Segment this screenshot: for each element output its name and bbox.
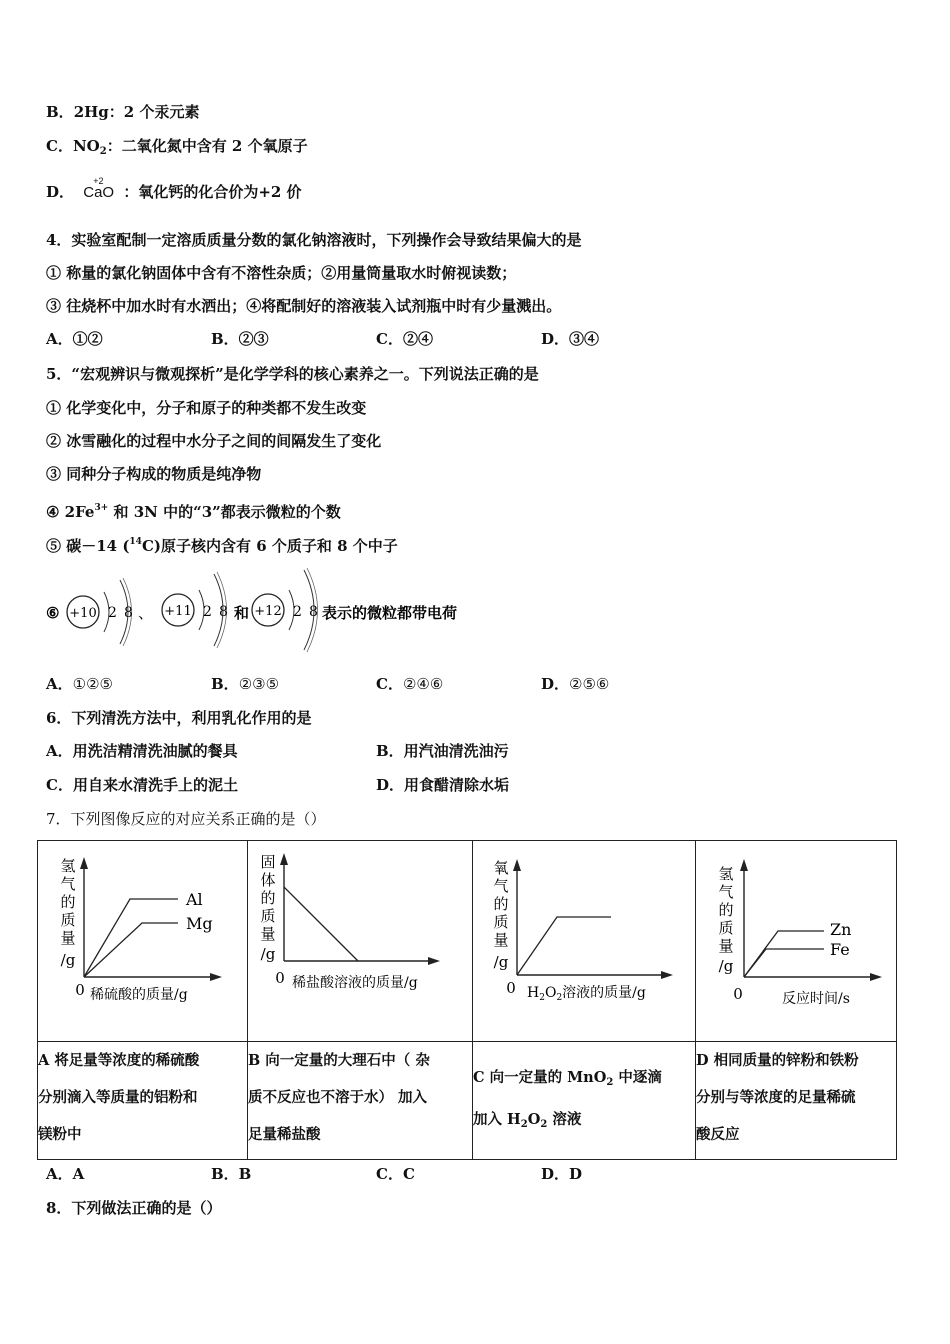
- y-axis-label: [493, 859, 508, 971]
- svg-text:的: 的: [493, 895, 509, 913]
- svg-text:气: 气: [493, 877, 509, 895]
- svg-text:质: 质: [493, 913, 509, 931]
- q5-option-d: D．②⑤⑥: [541, 675, 610, 693]
- x-axis-arrow: [870, 973, 882, 981]
- graph-b: [248, 841, 472, 1037]
- q4-option-a: A．①②: [46, 330, 103, 348]
- shell-electron-count: 8: [309, 604, 318, 620]
- series-label-fe: Fe: [830, 940, 850, 959]
- y-axis-label: [260, 853, 275, 963]
- q6-option-d: D．用食醋清除水垢: [376, 776, 510, 794]
- y-axis-arrow: [80, 857, 88, 869]
- q5-statement-6: [46, 566, 606, 656]
- svg-text:/g: /g: [718, 957, 734, 975]
- x-axis-arrow: [661, 971, 673, 979]
- svg-text:氢: 氢: [60, 857, 76, 875]
- x-axis-label: 稀盐酸溶液的质量/g: [292, 975, 418, 991]
- x-axis-arrow: [210, 973, 222, 981]
- q5-stem: 5．“宏观辨识与微观探析”是化学学科的核心素养之一。下列说法正确的是: [46, 365, 539, 383]
- svg-text:质: 质: [718, 919, 734, 937]
- q6-stem: 6．下列清洗方法中，利用乳化作用的是: [46, 709, 312, 727]
- q4-option-c: C．②④: [376, 330, 433, 348]
- svg-text:固: 固: [260, 853, 276, 871]
- svg-text:气: 气: [60, 875, 76, 893]
- svg-text:的: 的: [260, 889, 276, 907]
- x-axis-label: 稀硫酸的质量/g: [90, 987, 188, 1003]
- atom-diagram-3: [252, 568, 318, 652]
- y-axis-arrow: [740, 859, 748, 871]
- series-line-zn: [744, 931, 824, 977]
- q5-statement-5: ⑤ 碳－14 ($^{14}$C)原子核内含有 6 个质子和 8 个中子: [46, 537, 398, 555]
- graph-a: [38, 841, 247, 1037]
- svg-text:体: 体: [260, 871, 276, 889]
- series-line-solid: [284, 887, 358, 961]
- caption-d: D 相同质量的锌粉和铁粉 分别与等浓度的足量稀硫 酸反应: [696, 1042, 897, 1160]
- origin-label: 0: [506, 979, 516, 997]
- x-axis-arrow: [428, 957, 440, 965]
- q7-stem: 7．下列图像反应的对应关系正确的是（）: [46, 810, 326, 828]
- q3-option-d: D． +2 CaO ：氧化钙的化合价为+2 价: [46, 176, 302, 201]
- statement-6-label: ⑥: [46, 604, 60, 622]
- q7-option-b: B．B: [211, 1165, 252, 1183]
- origin-label: 0: [75, 981, 85, 999]
- graph-cell-c: [473, 841, 696, 1042]
- q7-option-d: D．D: [541, 1165, 583, 1183]
- atom-diagram-2: [162, 572, 228, 648]
- svg-text:/g: /g: [260, 945, 276, 963]
- svg-text:量: 量: [718, 937, 734, 955]
- q6-option-c: C．用自来水清洗手上的泥土: [46, 776, 238, 794]
- graph-d: [696, 841, 896, 1037]
- q4-option-b: B．②③: [211, 330, 269, 348]
- origin-label: 0: [733, 985, 743, 1003]
- q5-statement-1: ① 化学变化中，分子和原子的种类都不发生改变: [46, 399, 367, 417]
- caption-a: A 将足量等浓度的稀硫酸 分别滴入等质量的铝粉和 镁粉中: [38, 1042, 248, 1160]
- shell-electron-count: 8: [124, 605, 133, 621]
- nucleus-charge: +11: [164, 604, 192, 619]
- shell-electron-count: 2: [203, 604, 212, 620]
- x-axis-label: $H_2O_2$溶液的质量/g: [527, 985, 646, 1003]
- statement-6-text: 表示的微粒都带电荷: [322, 604, 458, 622]
- svg-text:气: 气: [718, 883, 734, 901]
- q3-option-c: C．$NO_2$：二氧化氮中含有 2 个氧原子: [46, 137, 308, 157]
- y-axis-label: [718, 865, 733, 975]
- caption-c: C 向一定量的 MnO$_2$ 中逐滴 加入 $H_2O_2$ 溶液: [473, 1042, 696, 1160]
- svg-text:/g: /g: [493, 953, 509, 971]
- svg-text:量: 量: [60, 929, 76, 947]
- q6-option-b: B．用汽油清洗油污: [376, 742, 509, 760]
- svg-text:量: 量: [260, 925, 276, 943]
- shell-electron-count: 2: [108, 605, 117, 621]
- shell-electron-count: 2: [293, 604, 302, 620]
- q4-stem: 4．实验室配制一定溶质质量分数的氯化钠溶液时，下列操作会导致结果偏大的是: [46, 231, 582, 249]
- origin-label: 0: [275, 969, 285, 987]
- y-axis-arrow: [280, 853, 288, 865]
- separator-and: 和: [234, 604, 250, 622]
- series-label-zn: Zn: [830, 920, 852, 939]
- nucleus-charge: +10: [69, 606, 97, 621]
- svg-text:质: 质: [260, 907, 276, 925]
- graph-cell-d: [696, 841, 897, 1042]
- series-label-al: Al: [186, 890, 203, 909]
- svg-text:的: 的: [60, 893, 76, 911]
- svg-text:氢: 氢: [718, 865, 734, 883]
- q5-option-c: C．②④⑥: [376, 675, 444, 693]
- q6-option-a: A．用洗洁精清洗油腻的餐具: [46, 742, 238, 760]
- q8-stem: 8．下列做法正确的是（）: [46, 1199, 222, 1217]
- q7-option-c: C．C: [376, 1165, 415, 1183]
- series-label-mg: Mg: [186, 914, 213, 933]
- atom-structure-diagrams: [46, 566, 606, 656]
- graph-cell-a: [38, 841, 248, 1042]
- q5-statement-2: ② 冰雪融化的过程中水分子之间的间隔发生了变化: [46, 432, 382, 450]
- q4-option-d: D．③④: [541, 330, 600, 348]
- series-line-fe: [744, 949, 824, 977]
- q3-option-b: B．2Hg：2 个汞元素: [46, 103, 200, 121]
- q5-option-a: A．①②⑤: [46, 675, 113, 693]
- series-line-oxygen: [517, 917, 611, 975]
- svg-text:/g: /g: [60, 951, 76, 969]
- x-axis-label: 反应时间/s: [782, 991, 850, 1007]
- graph-c: [473, 841, 695, 1037]
- y-axis-arrow: [513, 859, 521, 871]
- shell-electron-count: 8: [219, 604, 228, 620]
- q7-graph-table: [37, 840, 897, 1160]
- nucleus-charge: +12: [254, 604, 282, 619]
- atom-diagram-1: [67, 578, 133, 646]
- series-line-al: [84, 899, 178, 977]
- q4-line1: ① 称量的氯化钠固体中含有不溶性杂质；②用量筒量取水时俯视读数；: [46, 264, 517, 282]
- q5-statement-3: ③ 同种分子构成的物质是纯净物: [46, 465, 262, 483]
- svg-text:氧: 氧: [493, 859, 509, 877]
- q5-statement-4: ④ $2Fe^{3+}$ 和 3N 中的“3”都表示微粒的个数: [46, 503, 341, 521]
- graph-cell-b: [248, 841, 473, 1042]
- svg-text:质: 质: [60, 911, 76, 929]
- svg-text:量: 量: [493, 931, 509, 949]
- separator-comma: 、: [138, 604, 154, 622]
- caption-b: B 向一定量的大理石中（ 杂 质不反应也不溶于水） 加入 足量稀盐酸: [248, 1042, 473, 1160]
- svg-text:的: 的: [718, 901, 734, 919]
- series-line-mg: [84, 923, 178, 977]
- y-axis-label: [60, 857, 75, 969]
- q5-option-b: B．②③⑤: [211, 675, 280, 693]
- q7-option-a: A．A: [46, 1165, 85, 1183]
- q4-line2: ③ 往烧杯中加水时有水洒出；④将配制好的溶液装入试剂瓶中时有少量溅出。: [46, 297, 562, 315]
